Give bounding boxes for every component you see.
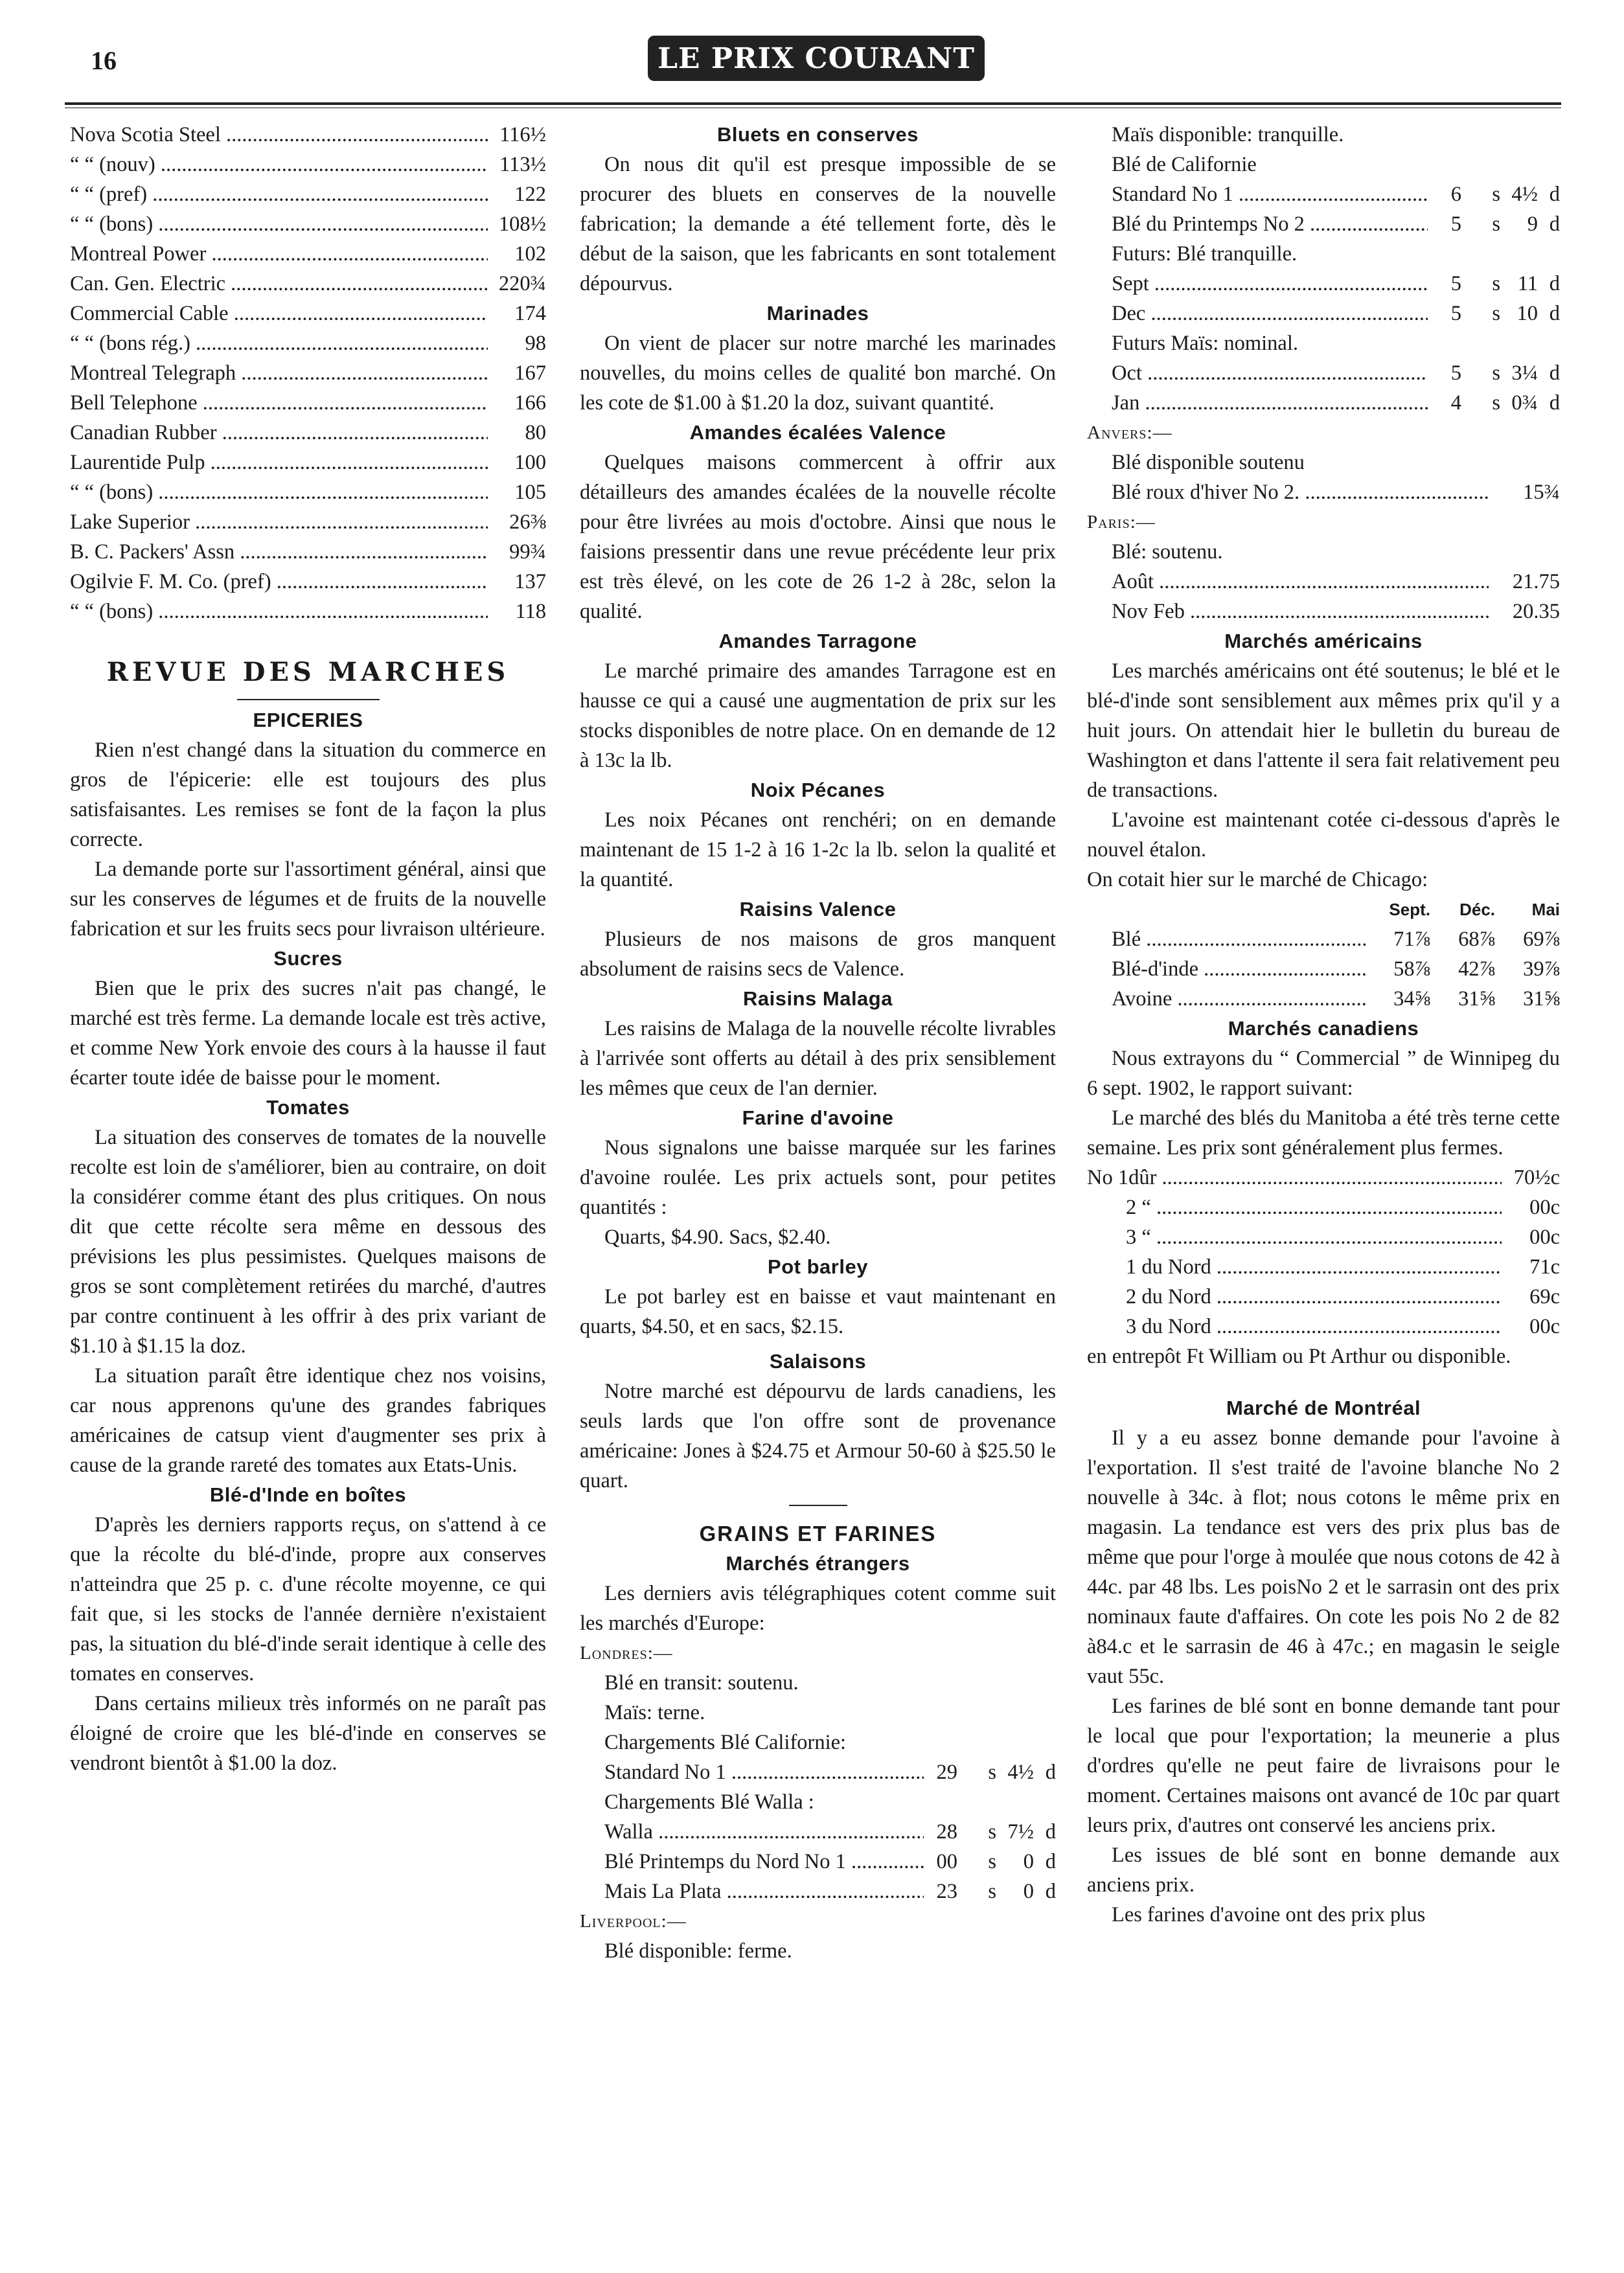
- stock-name: “ “ (bons rég.) .....: [70, 328, 488, 358]
- quote-unit: s: [1492, 391, 1500, 415]
- quote-line: Futurs Maïs: nominal.: [1112, 332, 1298, 355]
- chicago-row: [1112, 954, 1560, 984]
- quote-value: 28: [936, 1820, 957, 1844]
- grade-price: 00c: [1529, 1226, 1560, 1249]
- quote-label: Dec .....: [1112, 299, 1428, 328]
- quote-label: Blé roux d'hiver No 2. .....: [1112, 477, 1489, 507]
- quote-line: Chargements Blé Walla :: [604, 1790, 814, 1814]
- quote-label: Août .....: [1112, 567, 1489, 597]
- paragraph: Notre marché est dépourvu de lards canadiens, les seuls lards que l'on offre sont de provenance américaine: Jones à $24.75 et Armour 50-60 à $25.50 le quart.: [580, 1380, 1056, 1492]
- stock-row: [70, 209, 546, 239]
- stock-name: Nova Scotia Steel .....: [70, 120, 488, 150]
- heading-marches-canadiens: Marchés canadiens: [1228, 1017, 1419, 1040]
- stock-row: [70, 269, 546, 299]
- grade-price: 70½c: [1513, 1166, 1560, 1189]
- quote-value: 0: [1023, 1850, 1034, 1873]
- heading-farine-avoine: Farine d'avoine: [742, 1106, 894, 1129]
- quote-unit: d: [1549, 272, 1560, 295]
- quote-value: 0: [1023, 1880, 1034, 1903]
- stock-value: 174: [514, 302, 546, 325]
- chicago-value: 31⅝: [1458, 987, 1495, 1011]
- stock-row: [70, 597, 546, 626]
- manitoba-table: [1087, 1163, 1560, 1342]
- grade-label: 1 du Nord .....: [1087, 1252, 1502, 1282]
- quote-row: [1112, 299, 1560, 328]
- heading-amandes-valence: Amandes écalées Valence: [689, 421, 946, 444]
- quote-row: [1112, 597, 1560, 626]
- paragraph: La situation paraît être identique chez nos voisins, car nous apprenons qu'une des grandes fabriques américaines de catsup vient d'augmenter ses prix à cause de la grande rareté des tomates aux Etats-Unis.: [70, 1364, 546, 1477]
- stock-value: 220¾: [498, 272, 546, 295]
- chicago-label: Avoine .....: [1112, 984, 1366, 1014]
- paragraph: Les issues de blé sont en bonne demande aux anciens prix.: [1087, 1844, 1560, 1897]
- quote-label: Oct .....: [1112, 358, 1428, 388]
- stock-row: [70, 150, 546, 179]
- quote-value: 5: [1450, 212, 1461, 236]
- grade-price: 71c: [1529, 1255, 1560, 1279]
- quote-unit: d: [1045, 1820, 1056, 1844]
- stock-name: Commercial Cable .....: [70, 299, 488, 328]
- heading-tomates: Tomates: [266, 1096, 350, 1119]
- stock-row: [70, 507, 546, 537]
- chicago-table: [1087, 924, 1560, 1014]
- stock-row: [70, 179, 546, 209]
- stock-value: 122: [514, 183, 546, 206]
- heading-epiceries: EPICERIES: [253, 709, 363, 731]
- chicago-col-header: Déc.: [1459, 900, 1495, 919]
- quote-unit: s: [1492, 302, 1500, 325]
- chicago-value: 31⅝: [1523, 987, 1560, 1011]
- heading-noix-pecanes: Noix Pécanes: [750, 779, 886, 801]
- paragraph: Quelques maisons commercent à offrir aux détailleurs des amandes écalées de la nouvelle récolte pour être livrées au mois d'octobre. Ainsi que nous le faisions pressentir dans une revue précédente leur prix est très élevé, on les cote de 26 1-2 à 28c, selon la qualité.: [580, 451, 1056, 623]
- quote-unit: d: [1549, 391, 1560, 415]
- quote-value: 4½: [1007, 1761, 1034, 1784]
- stock-value: 80: [525, 421, 546, 444]
- quote-value: 10: [1516, 302, 1538, 325]
- quote-label: Sept .....: [1112, 269, 1428, 299]
- quote-line: Blé en transit: soutenu.: [604, 1671, 799, 1695]
- manitoba-row: [1087, 1163, 1560, 1193]
- quote-unit: s: [988, 1880, 996, 1903]
- heading-pot-barley: Pot barley: [768, 1255, 868, 1278]
- chicago-value: 42⅞: [1458, 957, 1495, 981]
- stock-value: 100: [514, 451, 546, 474]
- paragraph: Le marché des blés du Manitoba a été très terne cette semaine. Les prix sont généralement plus fermes.: [1087, 1106, 1560, 1159]
- quote-unit: d: [1549, 183, 1560, 206]
- column-2: [580, 120, 1056, 1966]
- chicago-value: 58⅞: [1393, 957, 1430, 981]
- quote-row: [1112, 209, 1560, 239]
- paragraph: Le pot barley est en baisse et vaut maintenant en quarts, $4.50, et en sacs, $2.15.: [580, 1285, 1056, 1338]
- paragraph: On nous dit qu'il est presque impossible de se procurer des bluets en conserves de la nouvelle fabrication; la demande a été tellement forte, dès le début de la saison, que les fabricants en sont totalement dépourvus.: [580, 153, 1056, 295]
- paragraph: Les marchés américains ont été soutenus; le blé et le blé-d'inde sont sensiblement aux mêmes prix qu'il y a huit jours. On attendait hier le bulletin du bureau de Washington et dans l'attente il sera fait relativement peu de transactions.: [1087, 659, 1560, 802]
- quote-unit: d: [1549, 361, 1560, 385]
- heading-raisins-valence: Raisins Valence: [739, 898, 897, 920]
- quote-value: 21.75: [1512, 570, 1560, 593]
- heading-marches-etrangers: Marchés étrangers: [726, 1552, 910, 1575]
- paragraph: Rien n'est changé dans la situation du commerce en gros de l'épicerie: elle est toujours des plus satisfaisantes. Les remises se font de la façon la plus correcte.: [70, 738, 546, 851]
- stock-row: [70, 418, 546, 448]
- stock-row: [70, 388, 546, 418]
- stock-row: [70, 328, 546, 358]
- quote-unit: d: [1045, 1850, 1056, 1873]
- chicago-value: 39⅞: [1523, 957, 1560, 981]
- chicago-row: [1112, 984, 1560, 1014]
- quote-unit: s: [1492, 183, 1500, 206]
- heading-grains-farines: GRAINS ET FARINES: [699, 1522, 937, 1546]
- column-3: [1087, 120, 1560, 1930]
- quote-row: [604, 1847, 1056, 1877]
- stock-value: 102: [514, 242, 546, 266]
- grade-label: 3 “ .....: [1087, 1222, 1502, 1252]
- grade-label: 3 du Nord .....: [1087, 1312, 1502, 1342]
- stock-value: 118: [515, 600, 546, 623]
- quote-line: Maïs disponible: tranquille.: [1112, 123, 1344, 146]
- quote-value: 5: [1450, 361, 1461, 385]
- heading-sucres: Sucres: [273, 947, 343, 970]
- paragraph: La situation des conserves de tomates de la nouvelle recolte est loin de s'améliorer, bien au contraire, on doit la considérer comme étant des plus critiques. On nous dit que cette récolte sera même en dessous des prévisions les plus pessimistes. Quelques maisons de gros se sont complètement retirées du marché, d'autres par contre continuent à les offrir à des prix variant de $1.10 à $1.15 la doz.: [70, 1126, 546, 1358]
- paragraph: Dans certains milieux très informés on ne paraît pas éloigné de croire que les blé-d'inde en conserves se vendront bientôt à $1.00 la doz.: [70, 1692, 546, 1775]
- chicago-value: 71⅞: [1393, 928, 1430, 951]
- stock-value: 105: [514, 481, 546, 504]
- header-rule: [65, 102, 1561, 105]
- quote-value: 3¼: [1511, 361, 1538, 385]
- chicago-row: [1112, 924, 1560, 954]
- heading-marinades: Marinades: [766, 302, 869, 325]
- paragraph: Plusieurs de nos maisons de gros manquent absolument de raisins secs de Valence.: [580, 928, 1056, 981]
- stock-name: “ “ (nouv) .....: [70, 150, 488, 179]
- manitoba-row: [1087, 1282, 1560, 1312]
- paragraph: en entrepôt Ft William ou Pt Arthur ou disponible.: [1087, 1345, 1511, 1368]
- stock-row: [70, 120, 546, 150]
- stock-value: 167: [514, 361, 546, 385]
- quote-value: 4½: [1511, 183, 1538, 206]
- heading-ble-dinde: Blé-d'Inde en boîtes: [209, 1483, 407, 1506]
- stock-row: [70, 567, 546, 597]
- stock-value: 99¾: [509, 540, 546, 564]
- paragraph: On vient de placer sur notre marché les marinades nouvelles, du moins celles de qualité bon marché. On les cote de $1.00 à $1.20 la doz, suivant quantité.: [580, 332, 1056, 415]
- stock-name: “ “ (bons) .....: [70, 597, 488, 626]
- quote-row: [1112, 388, 1560, 418]
- location-liverpool: Liverpool:—: [580, 1911, 687, 1932]
- paragraph: Le marché primaire des amandes Tarragone est en hausse ce qui a causé une augmentation de prix sur les stocks disponibles de notre place. On en demande de 12 à 13c la lb.: [580, 659, 1056, 772]
- stock-name: Ogilvie F. M. Co. (pref) .....: [70, 567, 488, 597]
- paragraph: La demande porte sur l'assortiment général, ainsi que sur les conserves de légumes et de fruits de la nouvelle fabrication et sur les fruits secs pour livraison ultérieure.: [70, 858, 546, 941]
- stock-row: [70, 358, 546, 388]
- quote-unit: s: [988, 1820, 996, 1844]
- quote-unit: d: [1045, 1761, 1056, 1784]
- masthead-logo: LE PRIX COURANT: [648, 36, 985, 81]
- quote-value: 20.35: [1512, 600, 1560, 623]
- quote-label: Nov Feb .....: [1112, 597, 1489, 626]
- paragraph: Il y a eu assez bonne demande pour l'avoine à l'exportation. Il s'est traité de l'avoine blanche No 2 nouvelle à 34c. à flot; nous cotons le même prix en magasin. La tendance est vers des prix plus bas de même que pour l'orge à moulée que nous cotons de 42 à 44c. par 48 lbs. Les poisNo 2 et le sarrasin ont des prix nominaux faute d'affaires. On cote les pois No 2 de 82 à84.c et le sarrasin de 46 à 47c.; en magasin le seigle vaut 55c.: [1087, 1426, 1560, 1688]
- quote-value: 11: [1517, 272, 1538, 295]
- quote-unit: s: [988, 1850, 996, 1873]
- quote-value: 5: [1450, 272, 1461, 295]
- divider: [237, 699, 380, 700]
- grade-label: 2 du Nord .....: [1087, 1282, 1502, 1312]
- stock-value: 166: [514, 391, 546, 415]
- chicago-value: 68⅞: [1458, 928, 1495, 951]
- manitoba-row: [1087, 1193, 1560, 1222]
- quote-unit: s: [1492, 361, 1500, 385]
- stock-value: 137: [514, 570, 546, 593]
- quote-label: Blé Printemps du Nord No 1 .....: [604, 1847, 924, 1877]
- quote-value: 7½: [1007, 1820, 1034, 1844]
- stock-value: 116½: [499, 123, 546, 146]
- paragraph: Les derniers avis télégraphiques cotent comme suit les marchés d'Europe:: [580, 1582, 1056, 1635]
- quote-row: [1112, 477, 1560, 507]
- manitoba-row: [1087, 1312, 1560, 1342]
- quote-line: Blé disponible soutenu: [1112, 451, 1305, 474]
- column-1: [70, 120, 546, 1778]
- section-title-revue: REVUE DES MARCHES: [106, 657, 510, 687]
- paragraph: Les raisins de Malaga de la nouvelle récolte livrables à l'arrivée sont offerts au détail à des prix sensiblement les mêmes que ceux de l'an dernier.: [580, 1017, 1056, 1100]
- quote-row: [604, 1757, 1056, 1787]
- quote-value: 0¾: [1511, 391, 1538, 415]
- location-anvers: Anvers:—: [1087, 422, 1172, 443]
- heading-marche-montreal: Marché de Montréal: [1226, 1397, 1421, 1419]
- quote-value: 9: [1527, 212, 1538, 236]
- quote-label: Mais La Plata .....: [604, 1877, 924, 1906]
- stock-name: Montreal Telegraph .....: [70, 358, 488, 388]
- quote-value: 15¾: [1523, 481, 1560, 504]
- quote-unit: s: [988, 1761, 996, 1784]
- quote-unit: d: [1045, 1880, 1056, 1903]
- manitoba-row: [1087, 1252, 1560, 1282]
- quote-line: Futurs: Blé tranquille.: [1112, 242, 1298, 266]
- price-line: Quarts, $4.90. Sacs, $2.40.: [604, 1226, 831, 1249]
- quote-line: Blé: soutenu.: [1112, 540, 1223, 564]
- quote-value: 6: [1450, 183, 1461, 206]
- stock-list: [70, 120, 546, 626]
- quote-value: 29: [936, 1761, 957, 1784]
- chicago-value: 69⅞: [1523, 928, 1560, 951]
- stock-row: [70, 239, 546, 269]
- grade-label: 2 “ .....: [1087, 1193, 1502, 1222]
- paragraph: Nous signalons une baisse marquée sur les farines d'avoine roulée. Les prix actuels sont, pour petites quantités :: [580, 1136, 1056, 1219]
- page-number: 16: [91, 46, 117, 75]
- quote-row: [604, 1877, 1056, 1906]
- stock-name: Can. Gen. Electric .....: [70, 269, 488, 299]
- stock-name: “ “ (pref) .....: [70, 179, 488, 209]
- stock-row: [70, 477, 546, 507]
- quote-row: [1112, 567, 1560, 597]
- stock-name: B. C. Packers' Assn .....: [70, 537, 488, 567]
- grade-price: 00c: [1529, 1196, 1560, 1219]
- quote-unit: d: [1549, 212, 1560, 236]
- stock-row: [70, 448, 546, 477]
- quote-unit: s: [1492, 212, 1500, 236]
- quote-row: [1112, 179, 1560, 209]
- grade-price: 69c: [1529, 1285, 1560, 1308]
- heading-amandes-tarragone: Amandes Tarragone: [718, 630, 917, 652]
- quote-line: Chargements Blé Californie:: [604, 1731, 847, 1754]
- stock-value: 108½: [498, 212, 546, 236]
- stock-row: [70, 299, 546, 328]
- stock-value: 113½: [499, 153, 546, 176]
- stock-row: [70, 537, 546, 567]
- location-paris: Paris:—: [1087, 512, 1156, 532]
- grade-label: No 1dûr .....: [1087, 1163, 1502, 1193]
- stock-value: 26⅜: [509, 510, 546, 534]
- heading-marches-americains: Marchés américains: [1224, 630, 1423, 652]
- quote-value: 23: [936, 1880, 957, 1903]
- paragraph: Bien que le prix des sucres n'ait pas changé, le marché est très ferme. La demande locale est très active, et comme New York envoie des cours à la hausse il faut écarter toute idée de baisse pour le moment.: [70, 977, 546, 1090]
- stock-name: Lake Superior .....: [70, 507, 488, 537]
- heading-salaisons: Salaisons: [769, 1350, 867, 1373]
- stock-name: Laurentide Pulp .....: [70, 448, 488, 477]
- stock-name: Bell Telephone .....: [70, 388, 488, 418]
- chicago-col-header: Sept.: [1389, 900, 1430, 919]
- chicago-label: Blé .....: [1112, 924, 1366, 954]
- paragraph: On cotait hier sur le marché de Chicago:: [1087, 868, 1428, 891]
- quote-value: 4: [1450, 391, 1461, 415]
- manitoba-row: [1087, 1222, 1560, 1252]
- paragraph: Les farines d'avoine ont des prix plus: [1112, 1903, 1426, 1926]
- paragraph: Les noix Pécanes ont renchéri; on en demande maintenant de 15 1-2 à 16 1-2c la lb. selon la qualité et la quantité.: [580, 808, 1056, 891]
- grade-price: 00c: [1529, 1315, 1560, 1338]
- paragraph: D'après les derniers rapports reçus, on s'attend à ce que la récolte du blé-d'inde, propre aux conserves n'atteindra que 25 p. c. d'une récolte moyenne, ce qui fait que, si les stocks de l'année dernière n'existaient pas, la situation du blé-d'inde serait identique à celle des tomates en conserves.: [70, 1513, 546, 1685]
- quote-label: Standard No 1 .....: [1112, 179, 1428, 209]
- paragraph: Nous extrayons du “ Commercial ” de Winnipeg du 6 sept. 1902, le rapport suivant:: [1087, 1047, 1560, 1100]
- stock-name: Canadian Rubber .....: [70, 418, 488, 448]
- quote-label: Jan .....: [1112, 388, 1428, 418]
- quote-line: Maïs: terne.: [604, 1701, 705, 1724]
- quote-value: 5: [1450, 302, 1461, 325]
- divider: [789, 1505, 847, 1506]
- chicago-header: [1112, 895, 1560, 924]
- stock-name: “ “ (bons) .....: [70, 209, 488, 239]
- paragraph: L'avoine est maintenant cotée ci-dessous d'après le nouvel étalon.: [1087, 808, 1560, 862]
- quote-label: Blé du Printemps No 2 .....: [1112, 209, 1428, 239]
- stock-name: Montreal Power .....: [70, 239, 488, 269]
- chicago-col-header: Mai: [1531, 900, 1560, 919]
- stock-value: 98: [525, 332, 546, 355]
- quote-row: [1112, 269, 1560, 299]
- heading-raisins-malaga: Raisins Malaga: [743, 987, 893, 1010]
- quote-row: [1112, 358, 1560, 388]
- paragraph: Les farines de blé sont en bonne demande tant pour le local que pour l'exportation; la meunerie a plus d'ordres qu'elle ne peut faire de livraisons pour le moment. Certaines maisons ont avancé de 10c par quart leurs prix, d'autres ont conservé les anciens prix.: [1087, 1695, 1560, 1837]
- stock-name: “ “ (bons) .....: [70, 477, 488, 507]
- quote-label: Standard No 1 .....: [604, 1757, 924, 1787]
- quote-unit: d: [1549, 302, 1560, 325]
- quote-value: 00: [936, 1850, 957, 1873]
- quote-label: Walla .....: [604, 1817, 924, 1847]
- heading-bluets: Bluets en conserves: [716, 123, 919, 146]
- chicago-value: 34⅝: [1393, 987, 1430, 1011]
- quote-row: [604, 1817, 1056, 1847]
- quote-line: Blé disponible: ferme.: [604, 1939, 792, 1963]
- chicago-label: Blé-d'inde .....: [1112, 954, 1366, 984]
- location-londres: Londres:—: [580, 1643, 673, 1663]
- quote-unit: s: [1492, 272, 1500, 295]
- quote-line: Blé de Californie: [1112, 153, 1257, 176]
